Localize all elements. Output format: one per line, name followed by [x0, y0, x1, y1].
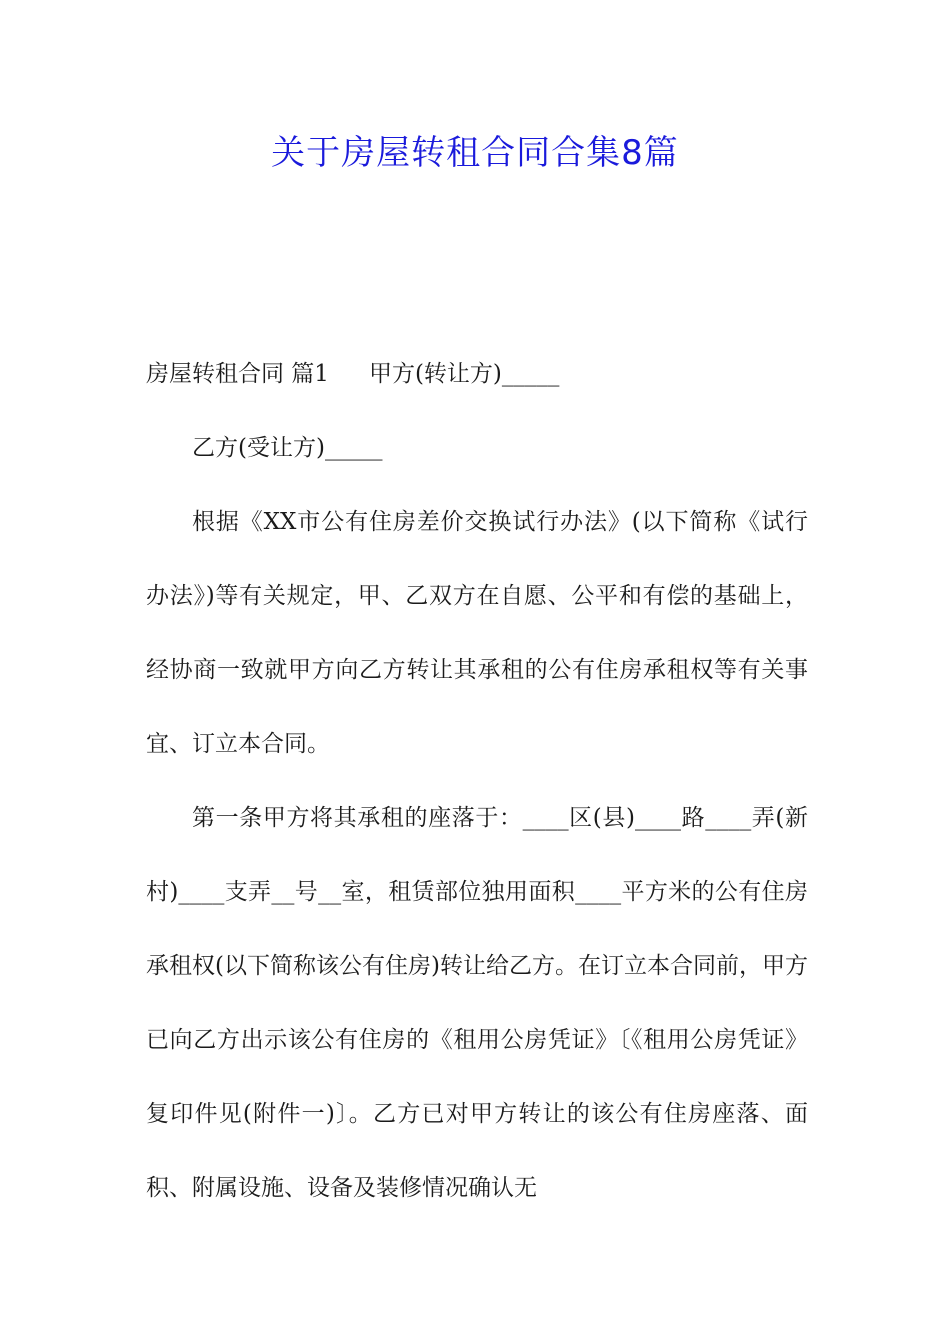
- document-title: 关于房屋转租合同合集8篇: [271, 133, 679, 173]
- section-heading-line: [146, 337, 808, 411]
- paragraph-article-1: 第一条甲方将其承租的座落于：____区(县)____路____弄(新村)____支弄__号__室，租赁部位独用面积____平方米的公有住房承租权(以下简称该公有住房)转让给乙方。在订立本合同前，甲方已向乙方出示该公有住房的《租用公房凭证》〔《租用公房凭证》复印件见(附件一)〕。乙方已对甲方转让的该公有住房座落、面积、附属设施、设备及装修情况确认无: [146, 805, 808, 1201]
- party-b-line: 乙方(受让方)_____: [192, 435, 383, 461]
- party-a-line: 甲方(转让方)_____: [368, 361, 560, 387]
- document-body: [146, 337, 808, 1225]
- paragraph-intro: 根据《XX市公有住房差价交换试行办法》(以下简称《试行办法》)等有关规定，甲、乙双方在自愿、公平和有偿的基础上，经协商一致就甲方向乙方转让其承租的公有住房承租权等有关事宜、订立本合同。: [146, 509, 808, 757]
- section-heading: 房屋转租合同 篇1: [146, 361, 329, 387]
